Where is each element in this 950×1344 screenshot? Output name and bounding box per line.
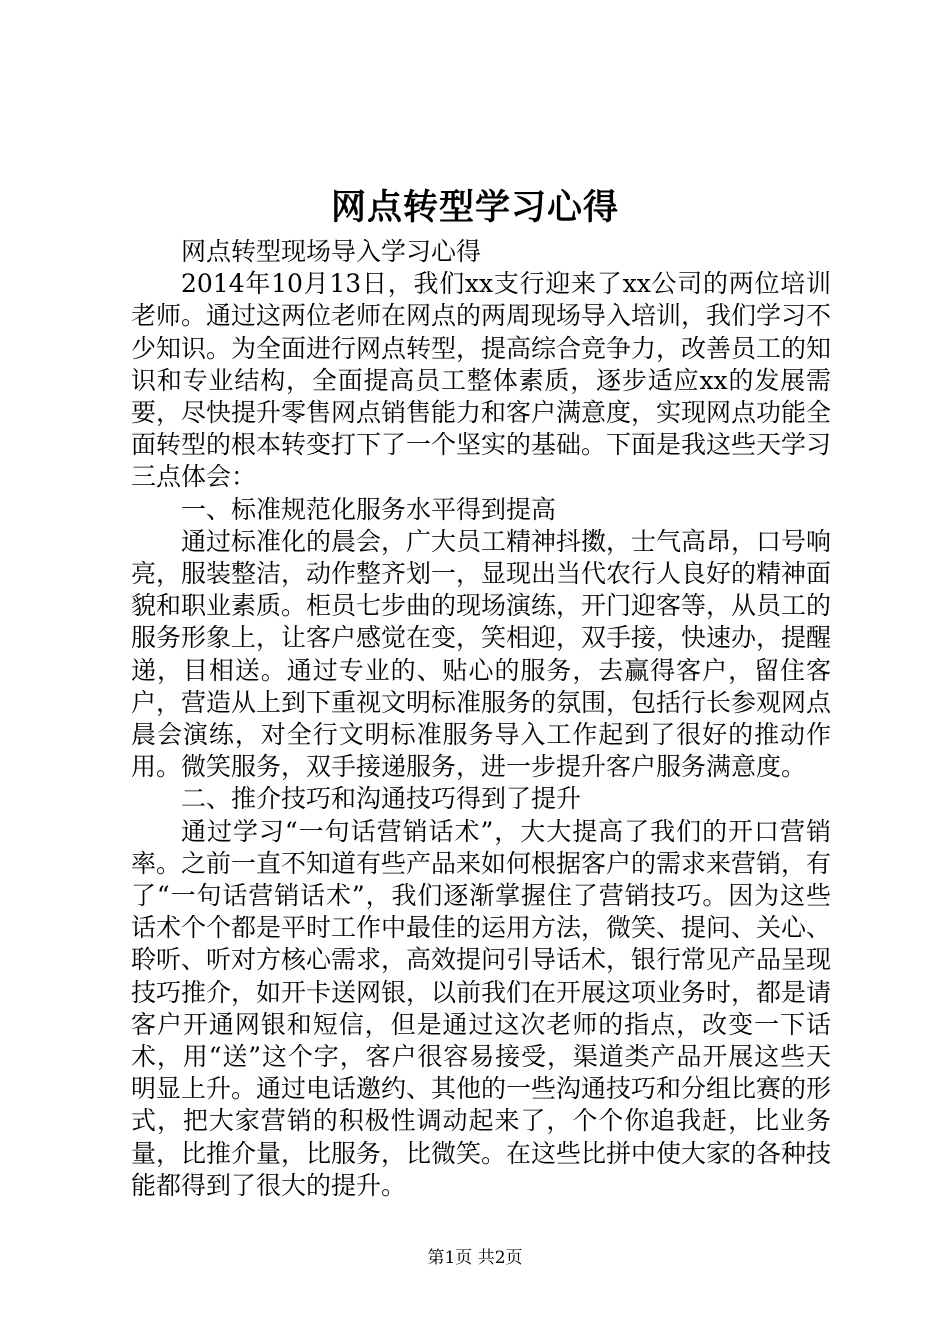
intro-paragraph: 2014年10月13日，我们xx支行迎来了xx公司的两位培训老师。通过这两位老师在网点的两周现场导入培训，我们学习不少知识。为全面进行网点转型，提高综合竞争力，改善员工的知识和专业结构，全面提高员工整体素质，逐步适应xx的发展需要，尽快提升零售网点销售能力和客户满意度，实现网点功能全面转型的根本转变打下了一个坚实的基础。下面是我这些天学习三点体会： <box>131 269 832 492</box>
section1-heading: 一、标准规范化服务水平得到提高 <box>181 494 557 524</box>
document-subtitle: 网点转型现场导入学习心得 <box>181 237 482 266</box>
section1-paragraph: 通过标准化的晨会，广大员工精神抖擞，士气高昂，口号响亮，服装整洁，动作整齐划一，显现出当代农行人良好的精神面貌和职业素质。柜员七步曲的现场演练，开门迎客等，从员工的服务形象上，让客户感觉在变，笑相迎，双手接，快速办，提醒递，目相送。通过专业的、贴心的服务，去赢得客户，留住客户，营造从上到下重视文明标准服务的氛围，包括行长参观网点晨会演练，对全行文明标准服务导入工作起到了很好的推动作用。微笑服务，双手接递服务，进一步提升客户服务满意度。 <box>131 526 832 782</box>
section2-paragraph: 通过学习“一句话营销话术”，大大提高了我们的开口营销率。之前一直不知道有些产品来如何根据客户的需求来营销，有了“一句话营销话术”，我们逐渐掌握住了营销技巧。因为这些话术个个都是平时工作中最佳的运用方法，微笑、提问、关心、聆听、听对方核心需求，高效提问引导话术，银行常见产品呈现技巧推介，如开卡送网银，以前我们在开展这项业务时，都是请客户开通网银和短信，但是通过这次老师的指点，改变一下话术，用“送”这个字，客户很容易接受，渠道类产品开展这些天明显上升。通过电话邀约、其他的一些沟通技巧和分组比赛的形式，把大家营销的积极性调动起来了，个个你追我赶，比业务量，比推介量，比服务，比微笑。在这些比拼中使大家的各种技能都得到了很大的提升。 <box>131 816 832 1200</box>
page-footer: 第1页 共2页 <box>427 1248 523 1268</box>
document-body <box>131 236 831 1202</box>
section2-heading: 二、推介技巧和沟通技巧得到了提升 <box>181 784 582 814</box>
document-title: 网点转型学习心得 <box>330 187 619 228</box>
